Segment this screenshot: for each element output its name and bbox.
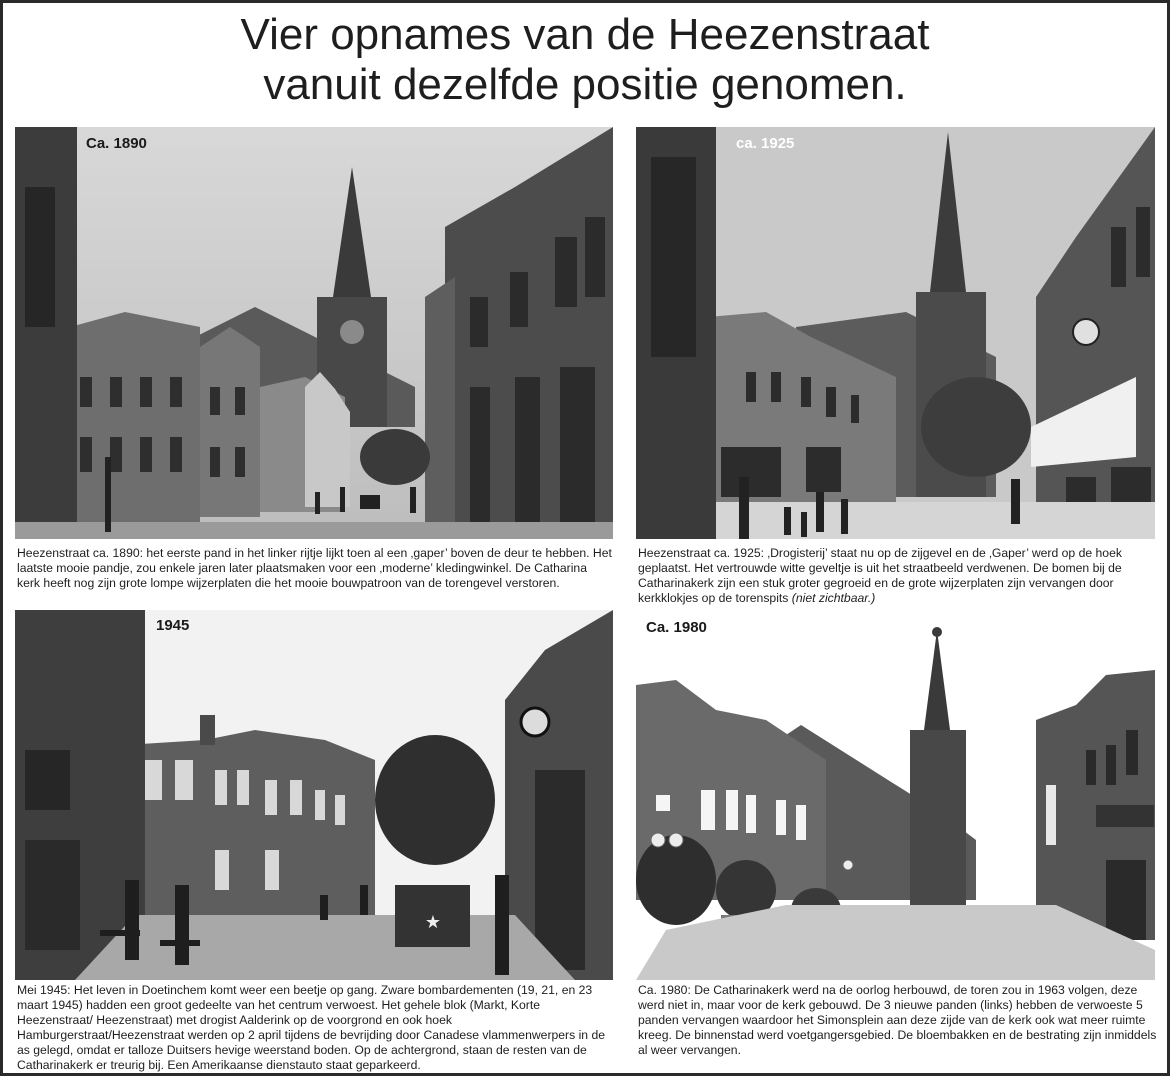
caption-1945: Mei 1945: Het leven in Doetinchem komt weer een beetje op gang. Zware bombardementen (19, 21, en 23 maart 1945) hadden een groot gedeelte van het centrum verwoest. Het gehele blok (Markt, Korte Heezenstraat/ Heezenstraat) met drogist Aalderink op de voorgrond en ook hoek Hamburgerstraat/Heezenstraat werden op 2 april tijdens de bevrijding door Canadese vlammenwerpers in de as gelegd, omdat er talloze Duitsers hevige weerstand boden. Op de achtergrond, staan de resten van de Catharinakerk er treurig bij. Een Amerikaanse dienstauto staat geparkeerd. bbox=[17, 983, 606, 1072]
caption-1890: Heezenstraat ca. 1890: het eerste pand in het linker rijtje lijkt toen al een ‚gaper’ boven de deur te hebben. Het laatste mooie pandje, zou enkele jaren later plaatsmaken voor een ‚moderne’ kledingwinkel. De Catharina kerk heeft nog zijn grote lompe wijzerplaten die het mooie bouwpatroon van de torengevel verstoren. bbox=[17, 546, 612, 590]
caption-1925-tail: (niet zichtbaar.) bbox=[791, 591, 876, 605]
title-line-2: vanuit dezelfde positie genomen. bbox=[263, 60, 907, 109]
photo-1925 bbox=[636, 127, 1155, 539]
year-label-1945: 1945 bbox=[156, 617, 190, 634]
svg-text:★: ★ bbox=[424, 912, 442, 932]
title-line-1: Vier opnames van de Heezenstraat bbox=[240, 10, 930, 59]
year-label-1890: Ca. 1890 bbox=[86, 135, 147, 152]
photo-1890 bbox=[15, 127, 613, 539]
caption-1925-text: Heezenstraat ca. 1925: ‚Drogisterij’ staat nu op de zijgevel en de ‚Gaper’ werd op de hoek geplaatst. Het vertrouwde witte geveltje is uit het straatbeeld verdwenen. De bomen bij de Catharinakerk zijn een stuk groter gegroeid en de grote wijzerplaten zijn vervangen door kerkklokjes op de torenspits bbox=[638, 546, 1122, 605]
caption-1925 bbox=[638, 546, 1158, 606]
caption-1980: Ca. 1980: De Catharinakerk werd na de oorlog herbouwd, de toren zou in 1963 volgen, deze werd niet in, maar voor de kerk gebouwd. De 3 nieuwe panden (links) hebben de verwoeste 5 panden vervangen waardoor het Simonsplein aan deze zijde van de kerk ook wat meer ruimte kreeg. De binnenstad werd voetgangersgebied. De bloembakken en de bestrating zijn inmiddels al weer vervangen. bbox=[638, 983, 1157, 1057]
year-label-1980: Ca. 1980 bbox=[646, 619, 707, 636]
page-title bbox=[0, 10, 1170, 110]
photo-1945 bbox=[15, 610, 613, 980]
photo-1980 bbox=[636, 610, 1155, 980]
year-label-1925: ca. 1925 bbox=[736, 135, 795, 152]
